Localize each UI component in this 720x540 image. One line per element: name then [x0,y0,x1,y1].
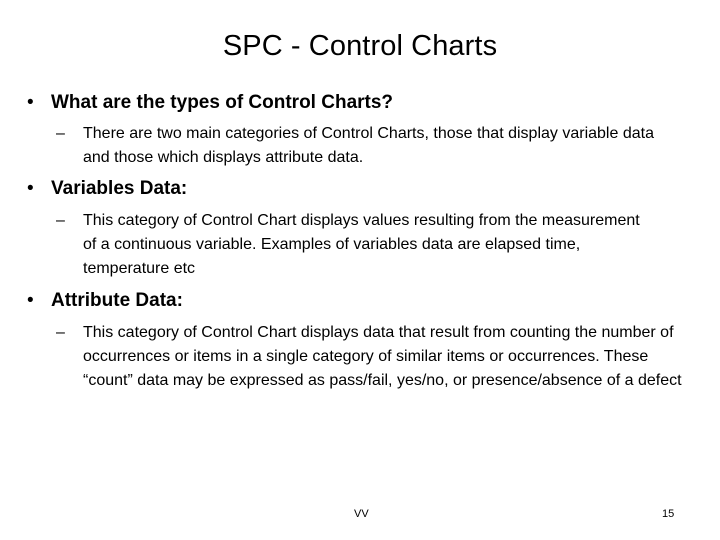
sub-bullet-text: This category of Control Chart displays values resulting from the measurement of a continuous variable. Examples of variables data are elapsed time, temperature etc [83,212,640,277]
bullet-dot: • [27,290,34,311]
sub-bullet-attribute [56,321,686,393]
bullet-heading-attribute [27,288,183,314]
bullet-heading-text: What are the types of Control Charts? [51,92,394,113]
bullet-heading-text: Variables Data: [51,178,188,199]
sub-bullet-text: There are two main categories of Control Charts, those that display variable data and those which displays attribute data. [83,125,654,166]
slide-title: SPC - Control Charts [222,30,498,62]
bullet-heading-types [27,90,393,116]
sub-bullet-dash: – [56,212,65,229]
footer-text: VV [354,508,369,520]
sub-bullet-dash: – [56,324,65,341]
sub-bullet-text: This category of Control Chart displays data that result from counting the number of occurrences or items in a single category of similar items or occurrences. These “count” data may be expressed as pass/fail, yes/no, or presence/absence of a defect [83,324,682,389]
sub-bullet-dash: – [56,125,65,142]
bullet-dot: • [27,178,34,199]
bullet-heading-variables [27,176,187,202]
sub-bullet-variables [56,209,656,281]
bullet-dot: • [27,92,34,113]
bullet-heading-text: Attribute Data: [51,290,183,311]
page-number: 15 [662,508,675,520]
sub-bullet-types [56,122,656,170]
